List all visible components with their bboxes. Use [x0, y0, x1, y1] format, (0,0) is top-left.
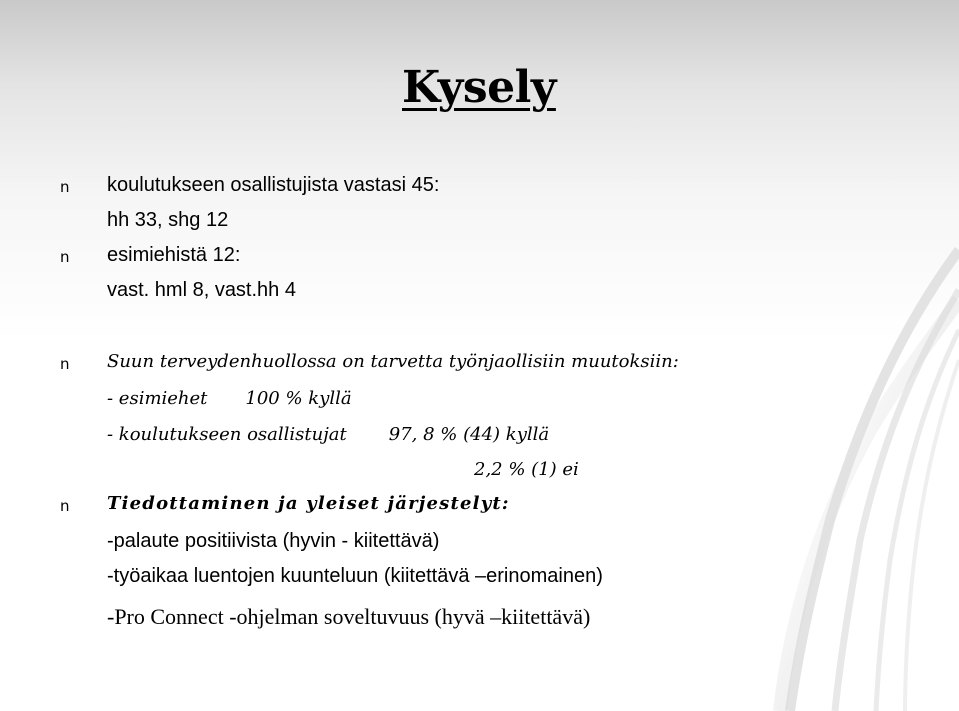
text-feedback: -palaute positiivista (hyvin - kiitettävä): [107, 530, 440, 552]
bullet-icon: n: [60, 248, 70, 266]
text-participants-no: 2,2 % (1) ei: [474, 459, 579, 480]
text-managers: esimiehistä 12:: [107, 244, 241, 266]
text-need-heading: Suun terveydenhuollossa on tarvetta työnjaollisiin muutoksiin:: [107, 351, 679, 372]
text-managers-label: - esimiehet: [107, 388, 208, 409]
text-participants-label: - koulutukseen osallistujat: [107, 424, 347, 445]
text-info-heading: Tiedottaminen ja yleiset järjestelyt:: [107, 493, 510, 514]
bullet-icon: n: [60, 178, 70, 196]
text-respondents-breakdown: hh 33, shg 12: [107, 209, 229, 231]
text-lecture-time: -työaikaa luentojen kuunteluun (kiitettävä –erinomainen): [107, 565, 603, 587]
text-managers-value: 100 % kyllä: [245, 388, 352, 409]
text-managers-result: [107, 388, 352, 409]
text-managers-breakdown: vast. hml 8, vast.hh 4: [107, 279, 296, 301]
bullet-icon: n: [60, 497, 70, 515]
text-participants-result: [107, 424, 549, 445]
slide-title: Kysely: [402, 62, 556, 113]
text-pro-connect: -Pro Connect -ohjelman soveltuvuus (hyvä –kiitettävä): [107, 604, 591, 629]
bullet-icon: n: [60, 355, 70, 373]
text-participants-value: 97, 8 % (44) kyllä: [388, 424, 550, 445]
text-respondents: koulutukseen osallistujista vastasi 45:: [107, 174, 440, 196]
